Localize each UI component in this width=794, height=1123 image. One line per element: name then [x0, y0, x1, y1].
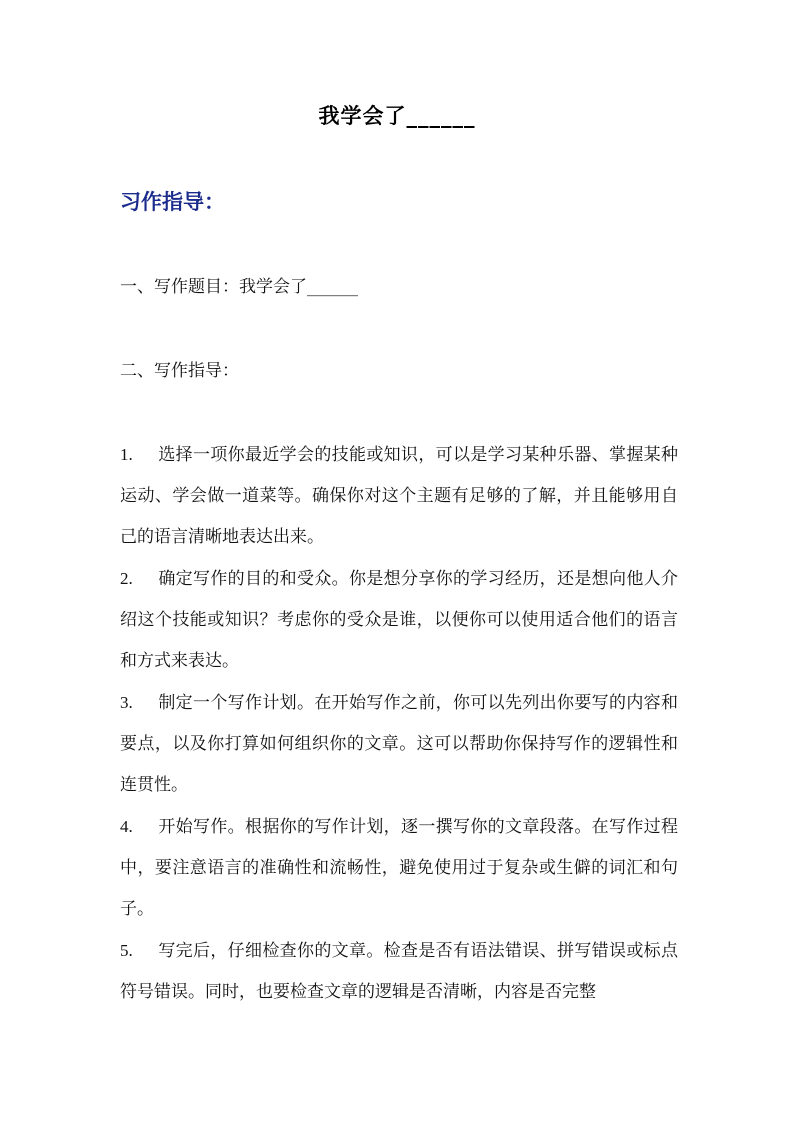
- section-guidance: 二、写作指导：: [120, 361, 239, 381]
- guidance-list: [120, 434, 678, 1013]
- item-number: 1.: [120, 445, 133, 464]
- item-text: 写完后，仔细检查你的文章。检查是否有语法错误、拼写错误或标点符号错误。同时，也要检查文章的逻辑是否清晰，内容是否完整: [120, 941, 678, 1002]
- item-number: 5.: [120, 941, 133, 960]
- item-text: 选择一项你最近学会的技能或知识，可以是学习某种乐器、掌握某种运动、学会做一道菜等。确保你对这个主题有足够的了解，并且能够用自己的语言清晰地表达出来。: [120, 445, 678, 547]
- item-number: 3.: [120, 693, 133, 712]
- guidance-item: [120, 806, 678, 930]
- item-text: 确定写作的目的和受众。你是想分享你的学习经历，还是想向他人介绍这个技能或知识？考虑你的受众是谁，以便你可以使用适合他们的语言和方式来表达。: [120, 569, 678, 671]
- guidance-item: [120, 434, 678, 558]
- item-number: 4.: [120, 817, 133, 836]
- guidance-item: [120, 930, 678, 1013]
- guide-heading: 习作指导：: [120, 190, 225, 214]
- guidance-item: [120, 682, 678, 806]
- guidance-item: [120, 558, 678, 682]
- item-text: 制定一个写作计划。在开始写作之前，你可以先列出你要写的内容和要点，以及你打算如何组织你的文章。这可以帮助你保持写作的逻辑性和连贯性。: [120, 693, 678, 795]
- item-text: 开始写作。根据你的写作计划，逐一撰写你的文章段落。在写作过程中，要注意语言的准确性和流畅性，避免使用过于复杂或生僻的词汇和句子。: [120, 817, 678, 919]
- item-number: 2.: [120, 569, 133, 588]
- section-topic: 一、写作题目：我学会了______: [120, 277, 358, 297]
- page-title: 我学会了______: [318, 104, 476, 128]
